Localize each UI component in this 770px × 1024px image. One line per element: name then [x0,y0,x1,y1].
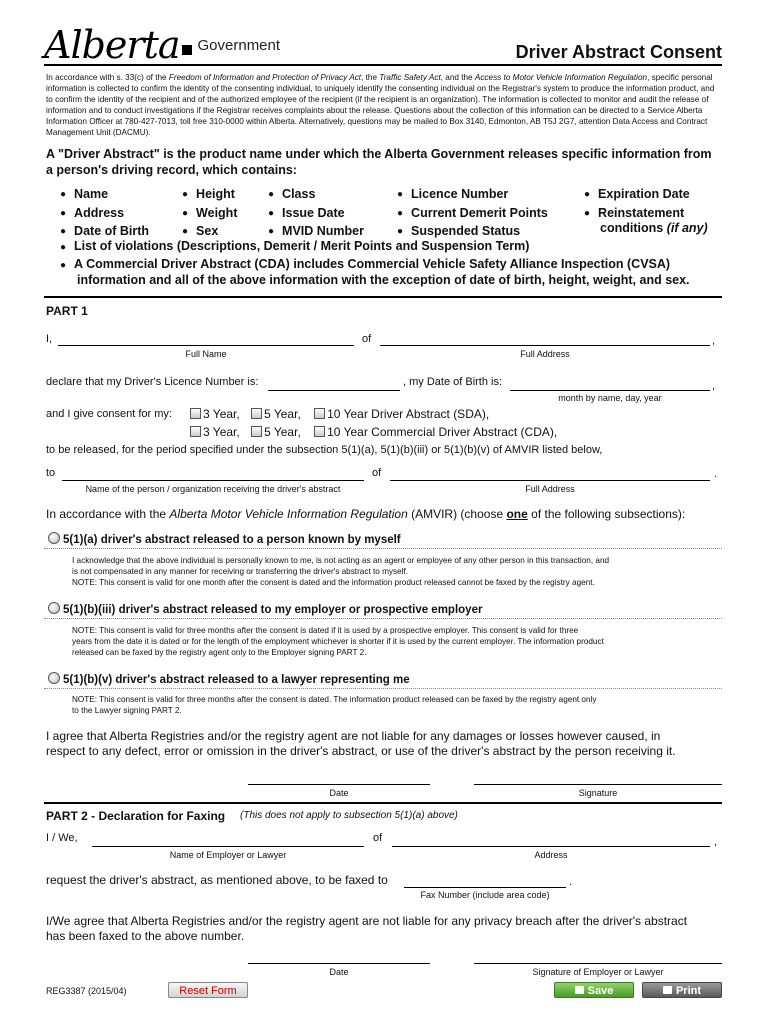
release-text: to be released, for the period specified under the subsection 5(1)(a), 5(1)(b)(iii) or 5(1)(b)(v) of AMVIR listed below, [46,444,603,456]
part2-signature-field[interactable] [474,951,722,964]
cda-options [190,425,557,439]
privacy-agreement: I/We agree that Alberta Registries and/or the registry agent are not liable for any privacy breach after the driver's abstract has been faxed to the above number. [46,914,688,943]
option-c-divider [44,688,722,689]
full-name-label: Full Name [185,349,227,359]
part1-signature-label: Signature [578,788,618,798]
header-divider [44,64,722,66]
contents-col-2: ● Height ● Weight ● Sex [182,186,237,242]
part1-date-label: Date [329,788,349,798]
recipient-address-label: Full Address [525,484,575,494]
comma: , [712,335,716,347]
amvir-instruction: In accordance with the Alberta Motor Vehicle Information Regulation (AMVIR) (choose one of the following subsections): [46,507,686,521]
abstract-headline: A "Driver Abstract" is the product name under which the Alberta Government releases specific information from a person's driving record, which contains: [46,147,712,177]
part2-of-label: of [373,832,383,844]
part1-signature-field[interactable] [474,772,722,785]
form-title: Driver Abstract Consent [515,42,722,62]
employer-address-label: Address [534,850,568,860]
option-5-1-b-iii-radio[interactable] [48,602,60,614]
contents-col-3: ● Class ● Issue Date ● MVID Number [268,186,364,242]
part1-title: PART 1 [46,304,88,318]
option-b-text: NOTE: This consent is valid for three months after the consent is dated if it is used by a prospective employer. This consent is valid for three years from the date it is dated or for the length of the employment whichever is shorter if it is used by the current employer. The information product released can be faxed by the registry agent only to the Employer signing PART 2. [72,626,604,657]
dob-label: , my Date of Birth is: [403,376,503,388]
fax-number-label: Fax Number (include area code) [420,890,550,900]
recipient-address-field[interactable] [390,468,710,481]
privacy-notice: In accordance with s. 33(c) of the Freedom of Information and Protection of Privacy Act, the Traffic Safety Act, and the Access to Motor Vehicle Information Regulation, specific personal information is collected to confirm the identity of the consenting individual, to uniquely identify the consenting individual on the Registrar's system to produce the information product, and to confirm the identity of the recipient and of the authorized employee of the recipient (if the recipient is an organization). The information is collected to monitor and audit the release of information and to conduct investigations if the Registrar receives complaints about the release. Questions about the collection of this information can be directed to a Service Alberta Information Officer at 780-427-7013, toll free 310-0000 within Alberta. Alternatively, questions may be mailed to Box 3140, Edmonton, AB T5J 2G7, attention Data Access and Contract Management Unit (DACMU). [46,73,715,137]
of-label: of [362,333,372,345]
recipient-name-field[interactable] [62,468,364,481]
employer-name-label: Name of Employer or Lawyer [169,850,287,860]
sda-options [190,407,489,421]
of-label-2: of [372,467,382,479]
option-a-divider [44,548,722,549]
logo-government: Government [197,37,281,54]
part2-comma: , [714,836,718,848]
print-form-button[interactable]: Print Form [642,982,722,998]
logo-wordmark: Alberta [44,23,180,67]
employer-name-field[interactable] [92,834,364,847]
cda-10-year[interactable]: 10 Year Commercial Driver Abstract (CDA), [314,425,557,439]
i-label: I, [46,333,53,345]
cda-5-year-checkbox[interactable] [251,426,262,437]
sda-5-year-checkbox[interactable] [251,408,262,419]
period: . [714,468,718,480]
option-b-divider [44,618,722,619]
violations-item: ● List of violations (Descriptions, Demerit / Merit Points and Suspension Term) [60,238,529,256]
option-5-1-a[interactable]: 5(1)(a) driver's abstract released to a person known by myself [48,532,401,546]
cda-10-year-checkbox[interactable] [314,426,325,437]
contents-col-1: ● Name ● Address ● Date of Birth [60,186,149,242]
save-form-button[interactable]: Save Form [554,982,634,998]
sda-3-year-checkbox[interactable] [190,408,201,419]
part2-signature-label: Signature of Employer or Lawyer [532,967,664,977]
option-a-text: I acknowledge that the above individual is personally known to me, is not acting as an agent or employee of any other person in this transaction, and is not compensated in any manner for receiving or transferring the driver's abstract to myself. NOTE: This consent is valid for one month after the consent is dated and the information product released cannot be faxed by the registry agent. [72,556,610,587]
employer-address-field[interactable] [392,834,710,847]
part1-divider [44,296,722,298]
alberta-logo [44,22,281,67]
cda-3-year-checkbox[interactable] [190,426,201,437]
part2-date-label: Date [329,967,349,977]
part2-title: PART 2 - Declaration for Faxing [46,809,226,823]
cda-3-year[interactable]: 3 Year, [190,425,240,439]
we-label: I / We, [46,832,78,844]
cda-item: ● A Commercial Driver Abstract (CDA) includes Commercial Vehicle Safety Alliance Inspection (CVSA) [60,256,670,274]
sda-10-year-checkbox[interactable] [314,408,325,419]
form-code: REG3387 (2015/04) [46,986,127,996]
cda-item-cont: information and all of the above information with the exception of date of birth, height, weight, and sex. [77,273,690,287]
option-c-text: NOTE: This consent is valid for three months after the consent is dated. The information product released can be faxed by the registry agent only to the Lawyer signing PART 2. [72,695,597,715]
part2-date-field[interactable] [248,951,430,964]
to-label: to [46,467,56,479]
logo-mark-icon [182,45,192,55]
sda-10-year[interactable]: 10 Year Driver Abstract (SDA), [314,407,489,421]
reset-form-button[interactable]: Reset Form [168,982,248,998]
declare-text: declare that my Driver's Licence Number is: [46,376,259,388]
floppy-disk-icon [575,986,584,994]
part2-subtitle: (This does not apply to subsection 5(1)(a) above) [240,810,458,821]
part2-period: . [569,876,573,888]
comma-2: , [712,380,716,392]
dob-hint: month by name, day, year [558,393,662,403]
part2-divider [44,802,722,804]
part1-date-field[interactable] [248,772,430,785]
contents-col-5: ● Expiration Date ● Reinstatement [584,186,690,223]
contents-col-4: ● Licence Number ● Current Demerit Points ● Suspended Status [397,186,548,242]
option-5-1-b-v-radio[interactable] [48,672,60,684]
sda-3-year[interactable]: 3 Year, [190,407,240,421]
fax-number-field[interactable] [404,875,566,888]
consent-label: and I give consent for my: [46,408,172,420]
option-5-1-b-iii[interactable]: 5(1)(b)(iii) driver's abstract released to my employer or prospective employer [48,602,482,616]
dob-field[interactable] [510,378,710,391]
option-5-1-a-radio[interactable] [48,532,60,544]
liability-agreement: I agree that Alberta Registries and/or the registry agent are not liable for any damages or losses however caused, in respect to any defect, error or omission in the driver's abstract, or use of the driver's abstract by the person receiving it. [46,729,676,758]
recipient-name-label: Name of the person / organization receiving the driver's abstract [85,484,341,494]
reinstatement-cont: conditions (if any) [600,221,708,235]
full-address-field[interactable] [380,333,710,346]
fax-request-text: request the driver's abstract, as mentioned above, to be faxed to [46,873,388,887]
cda-5-year[interactable]: 5 Year, [251,425,301,439]
sda-5-year[interactable]: 5 Year, [251,407,301,421]
licence-number-field[interactable] [268,378,400,391]
printer-icon [663,986,672,994]
full-name-field[interactable] [58,333,354,346]
option-5-1-b-v[interactable]: 5(1)(b)(v) driver's abstract released to a lawyer representing me [48,672,410,686]
full-address-label: Full Address [520,349,570,359]
